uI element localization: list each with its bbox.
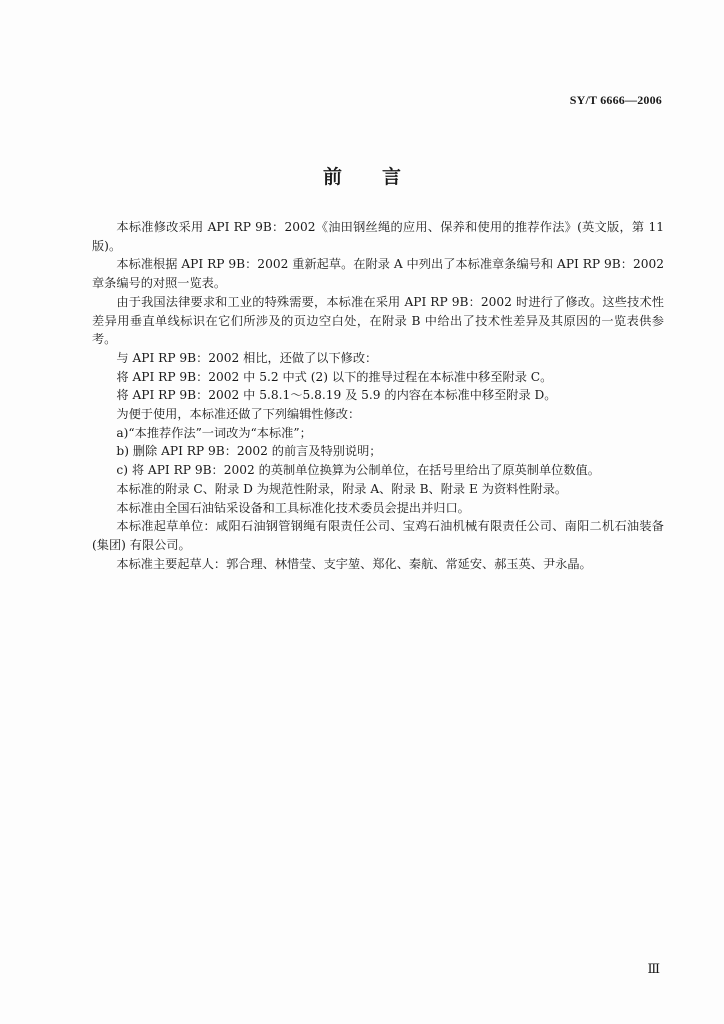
paragraph-adoption: 本标准修改采用 API RP 9B：2002《油田钢丝绳的应用、保养和使用的推荐作法》(英文版，第 11 版)。 bbox=[92, 220, 664, 253]
list-item-c: c) 将 API RP 9B：2002 的英制单位换算为公制单位，在括号里给出了原英制单位数值。 bbox=[116, 463, 600, 478]
paragraph-annexes: 本标准的附录 C、附录 D 为规范性附录，附录 A、附录 B、附录 E 为资料性附录。 bbox=[116, 481, 568, 496]
paragraph-modification-derivation: 将 API RP 9B：2002 中 5.2 中式 (2) 以下的推导过程在本标准中移至附录 C。 bbox=[116, 369, 553, 384]
page-number: Ⅲ bbox=[647, 962, 660, 977]
foreword-body bbox=[92, 218, 664, 573]
paragraph-editorial-intro: 为便于使用，本标准还做了下列编辑性修改： bbox=[116, 407, 361, 422]
title-char-1: 前 bbox=[322, 166, 342, 188]
paragraph-proposed-by: 本标准由全国石油钻采设备和工具标准化技术委员会提出并归口。 bbox=[116, 500, 470, 515]
title-char-2: 言 bbox=[382, 166, 402, 188]
page-title bbox=[0, 162, 724, 189]
paragraph-modification-content-move: 将 API RP 9B：2002 中 5.8.1～5.8.19 及 5.9 的内容在本标准中移至附录 D。 bbox=[116, 388, 557, 403]
standard-code-header: SY/T 6666—2006 bbox=[569, 93, 662, 107]
paragraph-drafters: 本标准主要起草人：郭合理、林惜莹、支宇堃、郑化、秦航、常延安、郝玉英、尹永晶。 bbox=[116, 556, 592, 571]
paragraph-drafting-units: 本标准起草单位：咸阳石油钢管钢绳有限责任公司、宝鸡石油机械有限责任公司、南阳二机石油装备 (集团) 有限公司。 bbox=[92, 519, 664, 552]
paragraph-technical-differences: 由于我国法律要求和工业的特殊需要，本标准在采用 API RP 9B：2002 时进行了修改。这些技术性差异用垂直单线标识在它们所涉及的页边空白处，在附录 B 中给出了技术性差异及其原因的一览表供参考。 bbox=[92, 294, 664, 347]
paragraph-redrafting: 本标准根据 API RP 9B：2002 重新起草。在附录 A 中列出了本标准章条编号和 API RP 9B：2002 章条编号的对照一览表。 bbox=[92, 257, 664, 291]
list-item-a: a)“本推荐作法”一词改为“本标准”； bbox=[116, 425, 312, 440]
list-item-b: b) 删除 API RP 9B：2002 的前言及特别说明； bbox=[116, 444, 382, 459]
paragraph-modifications-intro: 与 API RP 9B：2002 相比，还做了以下修改： bbox=[116, 350, 378, 365]
